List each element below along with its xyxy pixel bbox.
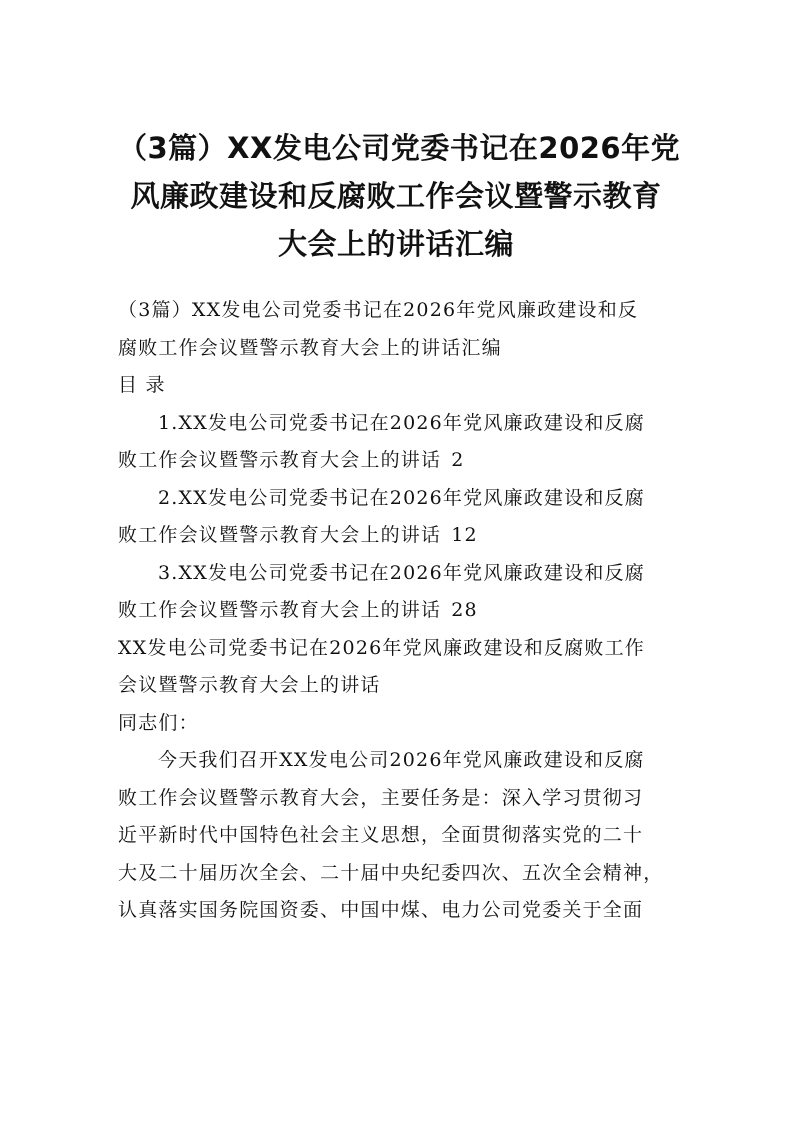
greeting: 同志们：: [118, 711, 199, 734]
toc-entry-1-line1[interactable]: 1.XX发电公司党委书记在2026年党风廉政建设和反腐: [158, 411, 645, 434]
paragraph-line: 败工作会议暨警示教育大会，主要任务是：深入学习贯彻习: [118, 786, 644, 809]
section-title-line: 会议暨警示教育大会上的讲话: [118, 674, 381, 696]
paragraph-line: 近平新时代中国特色社会主义思想，全面贯彻落实党的二十: [118, 824, 644, 846]
toc-entry-2-line1[interactable]: 2.XX发电公司党委书记在2026年党风廉政建设和反腐: [158, 486, 645, 509]
toc-entry-2-line2[interactable]: [118, 517, 678, 555]
document-title: [118, 124, 681, 268]
toc-entry-3-line1[interactable]: 3.XX发电公司党委书记在2026年党风廉政建设和反腐: [158, 561, 645, 584]
toc-page-number: 12: [451, 524, 478, 546]
toc-entry-text: 败工作会议暨警示教育大会上的讲话: [118, 524, 442, 546]
toc-page-number: 28: [451, 599, 478, 621]
toc-entry-text: 败工作会议暨警示教育大会上的讲话: [118, 599, 442, 621]
toc-heading: 目 录: [118, 374, 166, 396]
document-body: [118, 292, 678, 930]
toc-entry-3-line2[interactable]: [118, 592, 678, 630]
paragraph-line: 大及二十届历次全会、二十届中央纪委四次、五次全会精神，: [118, 861, 664, 884]
paragraph-line: 认真落实国务院国资委、中国中煤、电力公司党委关于全面: [118, 899, 644, 921]
title-line: （3篇）XX发电公司党委书记在2026年党: [118, 131, 681, 165]
title-line: 大会上的讲话汇编: [277, 227, 514, 261]
subtitle-line: （3篇）XX发电公司党委书记在2026年党风廉政建设和反: [118, 299, 639, 321]
paragraph-line: 今天我们召开XX发电公司2026年党风廉政建设和反腐: [158, 749, 645, 771]
title-line: 风廉政建设和反腐败工作会议暨警示教育: [130, 179, 662, 213]
subtitle-line: 腐败工作会议暨警示教育大会上的讲话汇编: [118, 336, 502, 359]
toc-page-number: 2: [451, 449, 465, 471]
toc-entry-text: 败工作会议暨警示教育大会上的讲话: [118, 449, 442, 471]
section-title-line: XX发电公司党委书记在2026年党风廉政建设和反腐败工作: [118, 636, 646, 659]
toc-entry-1-line2[interactable]: [118, 442, 678, 480]
